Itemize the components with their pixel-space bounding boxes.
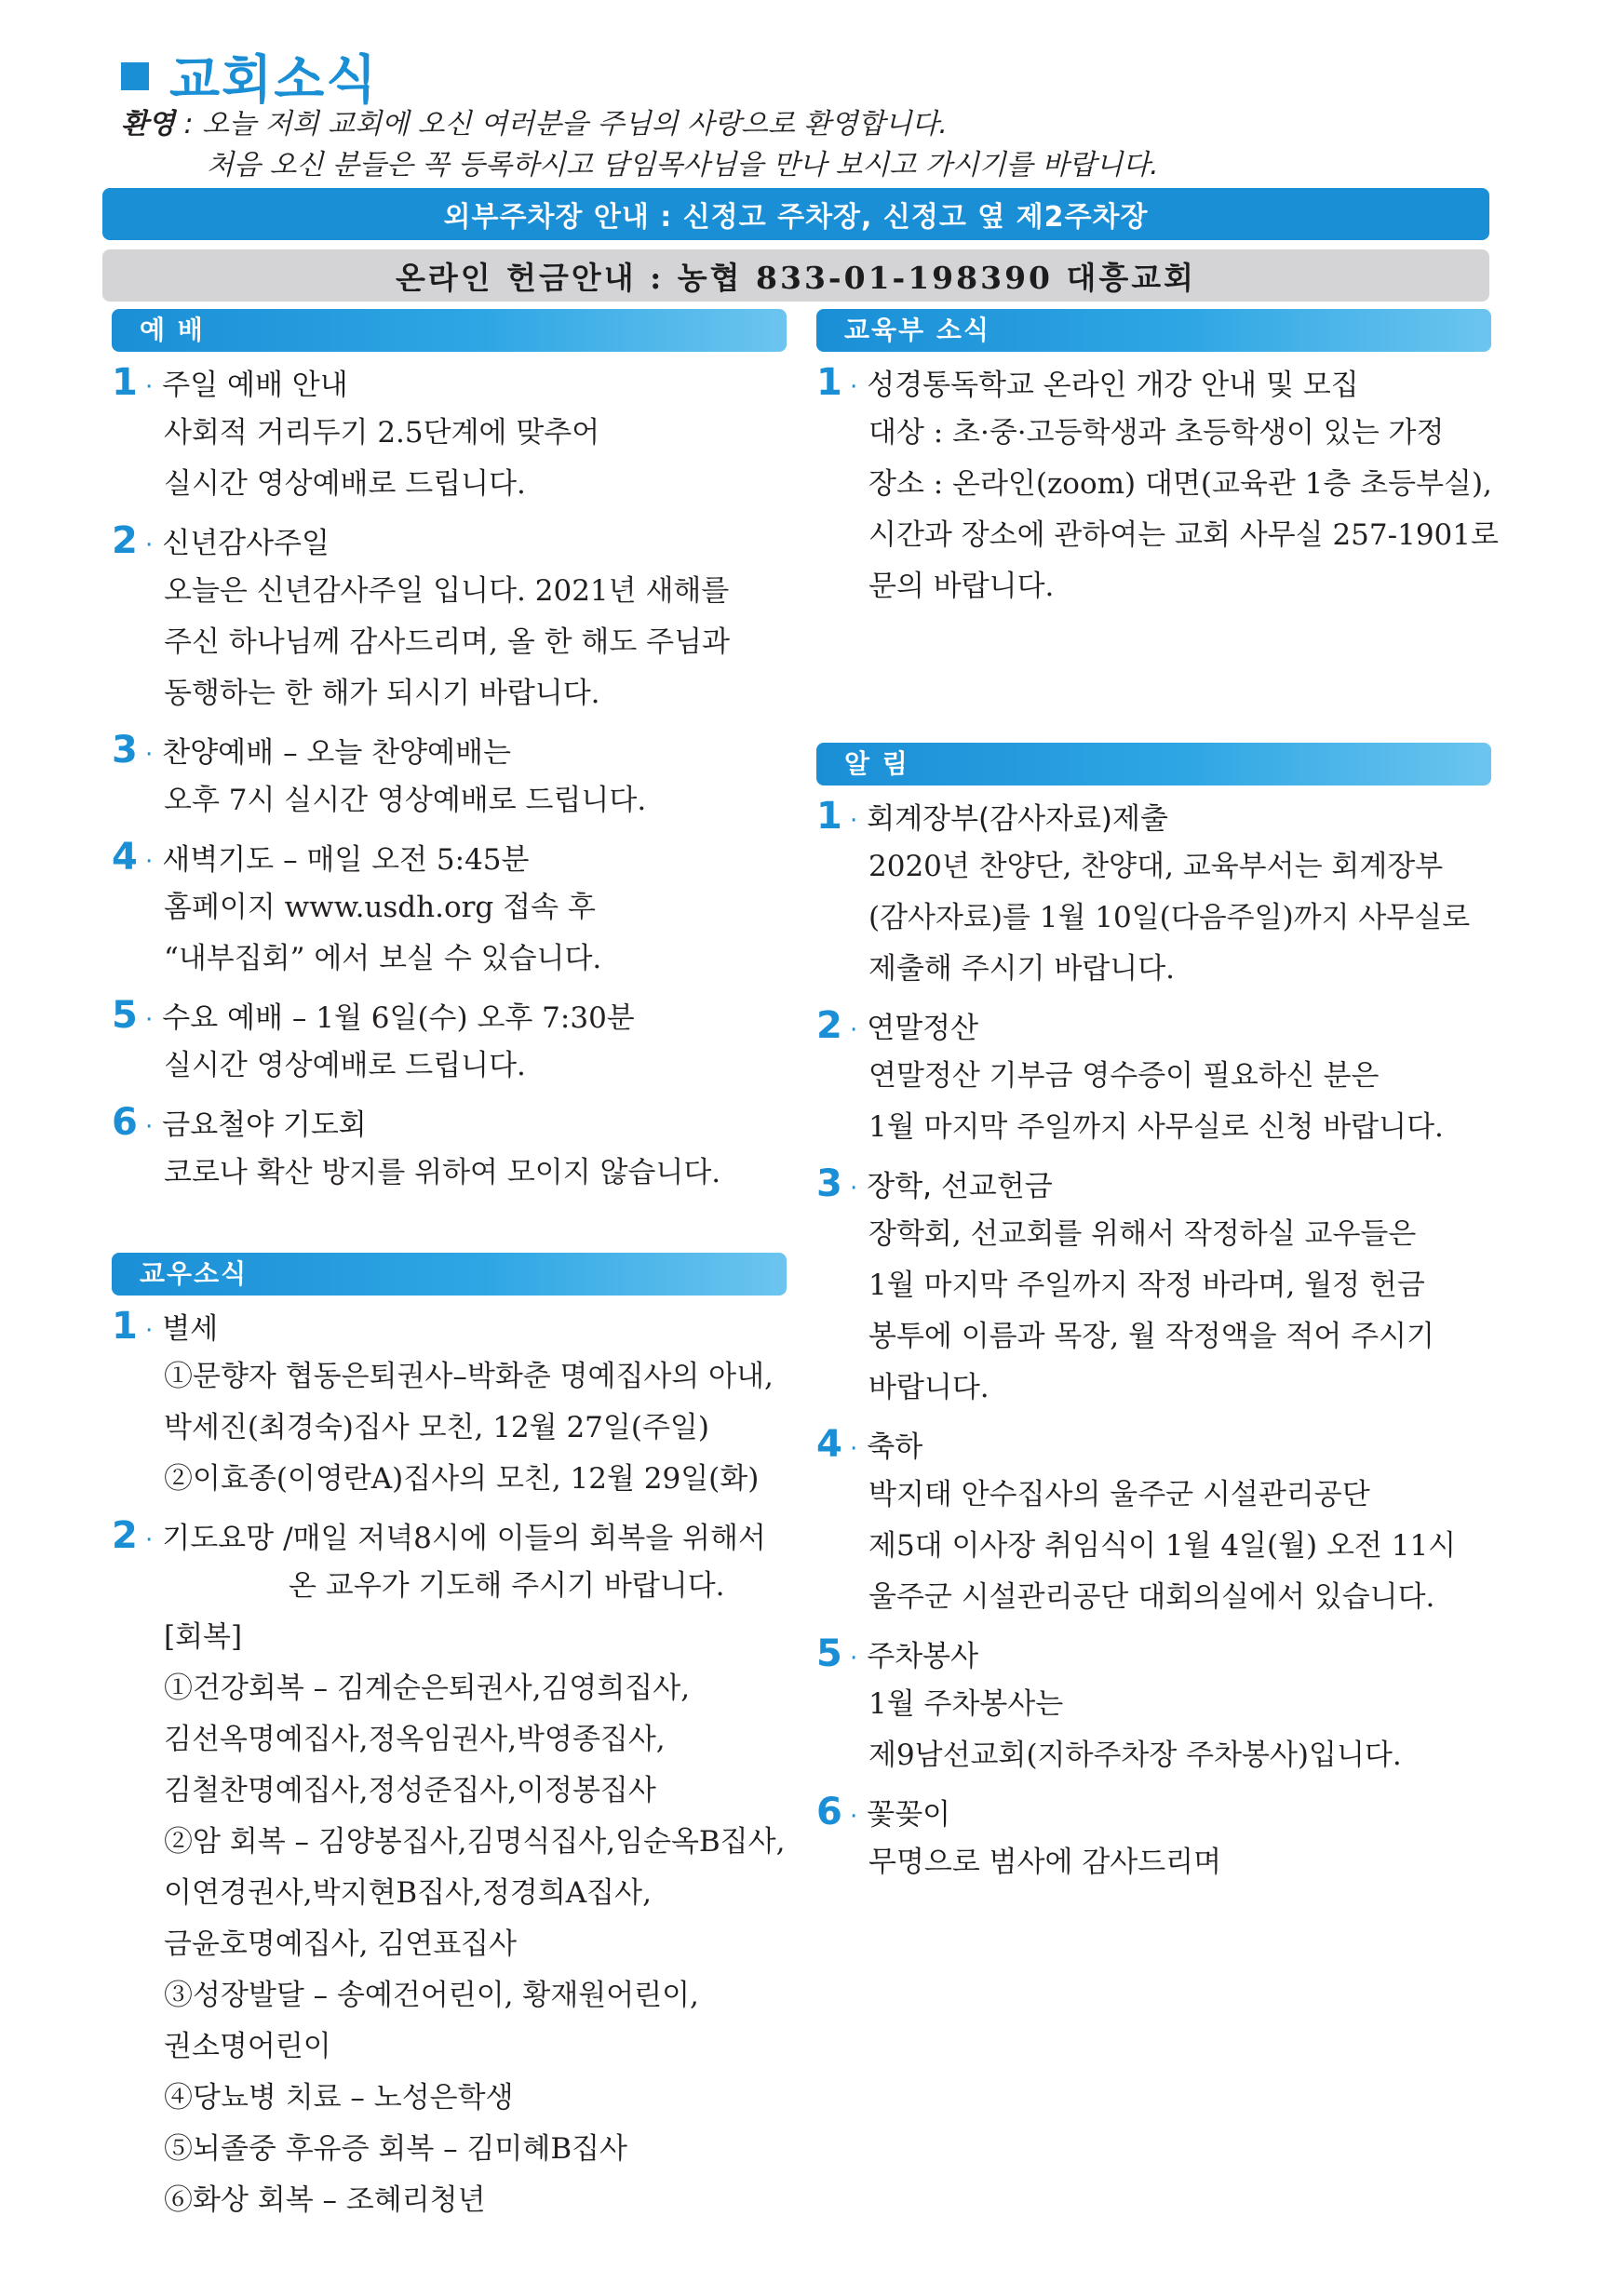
item-line: ③성장발달 – 송예건어린이, 황재원어린이, bbox=[164, 1979, 699, 2012]
middle-dot-separator: · bbox=[850, 807, 858, 835]
item-title-row bbox=[112, 1101, 787, 1148]
worship-item bbox=[112, 519, 787, 719]
item-line: 봉투에 이름과 목장, 월 작정액을 적어 주시기 bbox=[868, 1320, 1435, 1353]
middle-dot-separator: · bbox=[850, 1803, 858, 1831]
welcome-line-2: 처음 오신 분들은 꼭 등록하시고 담임목사님을 만나 보시고 가시기를 바랍니다. bbox=[207, 149, 1159, 181]
item-number: 1 bbox=[816, 795, 842, 838]
item-number: 6 bbox=[816, 1791, 842, 1833]
middle-dot-separator: · bbox=[145, 1317, 154, 1345]
education-items bbox=[816, 361, 1499, 612]
item-line: ①문향자 협동은퇴권사–박화춘 명예집사의 아내, bbox=[164, 1360, 774, 1393]
item-title-row bbox=[112, 994, 787, 1041]
welcome-message bbox=[121, 104, 1159, 186]
item-title-row bbox=[816, 1162, 1491, 1209]
middle-dot-separator: · bbox=[145, 1006, 154, 1034]
item-line: 코로나 확산 방지를 위하여 모이지 않습니다. bbox=[164, 1156, 721, 1189]
item-number: 4 bbox=[816, 1423, 842, 1466]
item-line: ②이효종(이영란A)집사의 모친, 12월 29일(화) bbox=[164, 1462, 760, 1496]
item-title: 금요철야 기도회 bbox=[162, 1108, 367, 1142]
item-line: [회복] bbox=[164, 1620, 243, 1654]
notices-item bbox=[816, 1791, 1491, 1888]
item-line: ⑥화상 회복 – 조혜리청년 bbox=[164, 2183, 486, 2217]
middle-dot-separator: · bbox=[145, 373, 154, 401]
left-column bbox=[112, 309, 787, 2226]
item-title: 성경통독학교 온라인 개강 안내 및 모집 bbox=[867, 369, 1359, 402]
square-bullet-icon bbox=[121, 62, 149, 90]
worship-item bbox=[112, 1101, 787, 1199]
online-offering-bar: 온라인 헌금안내 : 농협 833-01-198390 대흥교회 bbox=[102, 249, 1489, 302]
item-title-row bbox=[816, 1632, 1491, 1679]
item-line: 박세진(최경숙)집사 모친, 12월 27일(주일) bbox=[164, 1411, 709, 1444]
education-item bbox=[816, 361, 1499, 612]
notices-item bbox=[816, 1162, 1491, 1414]
notices-section bbox=[816, 743, 1491, 1888]
middle-dot-separator: · bbox=[850, 373, 858, 401]
item-title: 주일 예배 안내 bbox=[162, 369, 348, 402]
notices-heading: 알 림 bbox=[816, 743, 1491, 785]
item-number: 2 bbox=[112, 519, 138, 562]
welcome-line-1: : 오늘 저희 교회에 오신 여러분을 주님의 사랑으로 환영합니다. bbox=[174, 108, 948, 141]
middle-dot-separator: · bbox=[145, 531, 154, 559]
item-title: 신년감사주일 bbox=[162, 527, 330, 560]
item-title-row bbox=[112, 836, 787, 882]
item-title: 주차봉사 bbox=[867, 1640, 979, 1673]
item-number: 3 bbox=[816, 1162, 842, 1205]
item-line: 문의 바랍니다. bbox=[868, 570, 1055, 603]
members-items bbox=[112, 1305, 787, 2226]
item-number: 1 bbox=[816, 361, 842, 404]
item-line: 김철찬명예집사,정성준집사,이정봉집사 bbox=[164, 1774, 656, 1807]
item-number: 1 bbox=[112, 1305, 138, 1348]
item-title: 연말정산 bbox=[867, 1012, 979, 1045]
members-item bbox=[112, 1514, 787, 2226]
page-header bbox=[121, 39, 378, 114]
education-section bbox=[816, 309, 1499, 612]
item-line: “내부집회” 에서 보실 수 있습니다. bbox=[164, 942, 602, 975]
item-line: 권소명어린이 bbox=[164, 2030, 331, 2063]
item-line: 대상 : 초·중·고등학생과 초등학생이 있는 가정 bbox=[868, 416, 1445, 450]
members-section bbox=[112, 1253, 787, 2226]
item-number: 2 bbox=[112, 1514, 138, 1557]
notices-item bbox=[816, 795, 1491, 995]
middle-dot-separator: · bbox=[850, 1016, 858, 1044]
notices-item bbox=[816, 1004, 1491, 1153]
item-line: 김선옥명예집사,정옥임권사,박영종집사, bbox=[164, 1723, 666, 1756]
item-number: 1 bbox=[112, 361, 138, 404]
item-line: 울주군 시설관리공단 대회의실에서 있습니다. bbox=[868, 1580, 1435, 1614]
members-item bbox=[112, 1305, 787, 1505]
item-title-detail: – 1월 6일(수) 오후 7:30분 bbox=[291, 1001, 635, 1035]
middle-dot-separator: · bbox=[145, 1113, 154, 1141]
item-line: 오늘은 신년감사주일 입니다. 2021년 새해를 bbox=[164, 574, 730, 608]
page-title: 교회소식 bbox=[169, 50, 379, 111]
item-line: 1월 마지막 주일까지 작정 바라며, 월정 헌금 bbox=[868, 1269, 1425, 1302]
item-line: 홈페이지 www.usdh.org 접속 후 bbox=[164, 891, 596, 924]
parking-info-bar: 외부주차장 안내 : 신정고 주차장, 신정고 옆 제2주차장 bbox=[102, 188, 1489, 240]
item-line: 사회적 거리두기 2.5단계에 맞추어 bbox=[164, 416, 600, 450]
notices-item bbox=[816, 1632, 1491, 1781]
worship-section bbox=[112, 309, 787, 1199]
item-number: 4 bbox=[112, 836, 138, 879]
item-line: 이연경권사,박지현B집사,정경희A집사, bbox=[164, 1876, 652, 1910]
worship-item bbox=[112, 729, 787, 826]
item-line: 바랍니다. bbox=[868, 1371, 989, 1404]
item-title: 장학, 선교헌금 bbox=[867, 1170, 1053, 1203]
item-title-row bbox=[112, 361, 787, 408]
item-line: 1월 마지막 주일까지 사무실로 신청 바랍니다. bbox=[868, 1110, 1444, 1144]
item-line: 온 교우가 기도해 주시기 바랍니다. bbox=[289, 1569, 725, 1603]
item-line: 제5대 이사장 취임식이 1월 4일(월) 오전 11시 bbox=[868, 1529, 1457, 1563]
item-title-row bbox=[816, 795, 1491, 841]
item-number: 3 bbox=[112, 729, 138, 772]
item-line: 2020년 찬양단, 찬양대, 교육부서는 회계장부 bbox=[868, 850, 1444, 883]
middle-dot-separator: · bbox=[850, 1645, 858, 1672]
item-line: 제9남선교회(지하주차장 주차봉사)입니다. bbox=[868, 1739, 1402, 1772]
item-line: ①건강회복 – 김계순은퇴권사,김영희집사, bbox=[164, 1672, 691, 1705]
middle-dot-separator: · bbox=[145, 1526, 154, 1554]
item-title-row bbox=[816, 1423, 1491, 1470]
item-number: 6 bbox=[112, 1101, 138, 1144]
item-line: 시간과 장소에 관하여는 교회 사무실 257-1901로 bbox=[868, 518, 1499, 552]
item-line: (감사자료)를 1월 10일(다음주일)까지 사무실로 bbox=[868, 901, 1471, 934]
item-line: 박지태 안수집사의 울주군 시설관리공단 bbox=[868, 1478, 1370, 1511]
item-title-row bbox=[112, 519, 787, 566]
item-title-detail: /매일 저녁8시에 이들의 회복을 위해서 bbox=[283, 1522, 766, 1555]
item-title-detail: – 오늘 찬양예배는 bbox=[283, 736, 511, 770]
worship-items bbox=[112, 361, 787, 1199]
item-number: 5 bbox=[816, 1632, 842, 1675]
item-title-row bbox=[816, 1004, 1491, 1051]
item-line: 무명으로 범사에 감사드리며 bbox=[868, 1846, 1222, 1879]
item-title: 수요 예배 bbox=[162, 1001, 283, 1035]
item-title: 꽃꽂이 bbox=[867, 1798, 951, 1832]
right-column bbox=[816, 309, 1499, 1888]
item-title: 회계장부(감사자료)제출 bbox=[867, 802, 1168, 836]
item-title: 축하 bbox=[867, 1430, 923, 1464]
members-heading: 교우소식 bbox=[112, 1253, 787, 1296]
item-number: 2 bbox=[816, 1004, 842, 1047]
welcome-label: 환영 bbox=[121, 108, 175, 141]
item-line: 오후 7시 실시간 영상예배로 드립니다. bbox=[164, 784, 647, 817]
item-line: 실시간 영상예배로 드립니다. bbox=[164, 467, 526, 501]
item-title: 별세 bbox=[162, 1312, 219, 1346]
item-line: ②암 회복 – 김양봉집사,김명식집사,임순옥B집사, bbox=[164, 1825, 786, 1859]
worship-item bbox=[112, 361, 787, 510]
item-title-row bbox=[112, 729, 787, 775]
notices-items bbox=[816, 795, 1491, 1888]
item-title: 새벽기도 bbox=[162, 843, 275, 877]
item-line: 주신 하나님께 감사드리며, 올 한 해도 주님과 bbox=[164, 625, 731, 659]
item-line: 실시간 영상예배로 드립니다. bbox=[164, 1049, 526, 1082]
item-title-row bbox=[816, 361, 1491, 408]
middle-dot-separator: · bbox=[850, 1435, 858, 1463]
item-title-row bbox=[816, 1791, 1491, 1837]
item-title-row bbox=[112, 1305, 787, 1351]
item-title: 기도요망 bbox=[162, 1522, 275, 1555]
worship-item bbox=[112, 994, 787, 1092]
item-line: 장학회, 선교회를 위해서 작정하실 교우들은 bbox=[868, 1217, 1417, 1251]
middle-dot-separator: · bbox=[850, 1175, 858, 1202]
item-line: 연말정산 기부금 영수증이 필요하신 분은 bbox=[868, 1059, 1380, 1093]
item-title-detail: – 매일 오전 5:45분 bbox=[283, 843, 530, 877]
education-heading: 교육부 소식 bbox=[816, 309, 1491, 352]
worship-heading: 예 배 bbox=[112, 309, 787, 352]
item-number: 5 bbox=[112, 994, 138, 1037]
middle-dot-separator: · bbox=[145, 848, 154, 876]
item-line: ⑤뇌졸중 후유증 회복 – 김미혜B집사 bbox=[164, 2132, 627, 2166]
item-line: 장소 : 온라인(zoom) 대면(교육관 1층 초등부실), bbox=[868, 467, 1492, 501]
item-line: 금윤호명예집사, 김연표집사 bbox=[164, 1927, 518, 1961]
notices-item bbox=[816, 1423, 1491, 1623]
item-title-row bbox=[112, 1514, 787, 1561]
item-line: 1월 주차봉사는 bbox=[868, 1687, 1064, 1721]
item-line: 제출해 주시기 바랍니다. bbox=[868, 952, 1176, 986]
item-line: 동행하는 한 해가 되시기 바랍니다. bbox=[164, 677, 600, 710]
worship-item bbox=[112, 836, 787, 985]
middle-dot-separator: · bbox=[145, 741, 154, 769]
item-line: ④당뇨병 치료 – 노성은학생 bbox=[164, 2081, 514, 2115]
item-title: 찬양예배 bbox=[162, 736, 275, 770]
